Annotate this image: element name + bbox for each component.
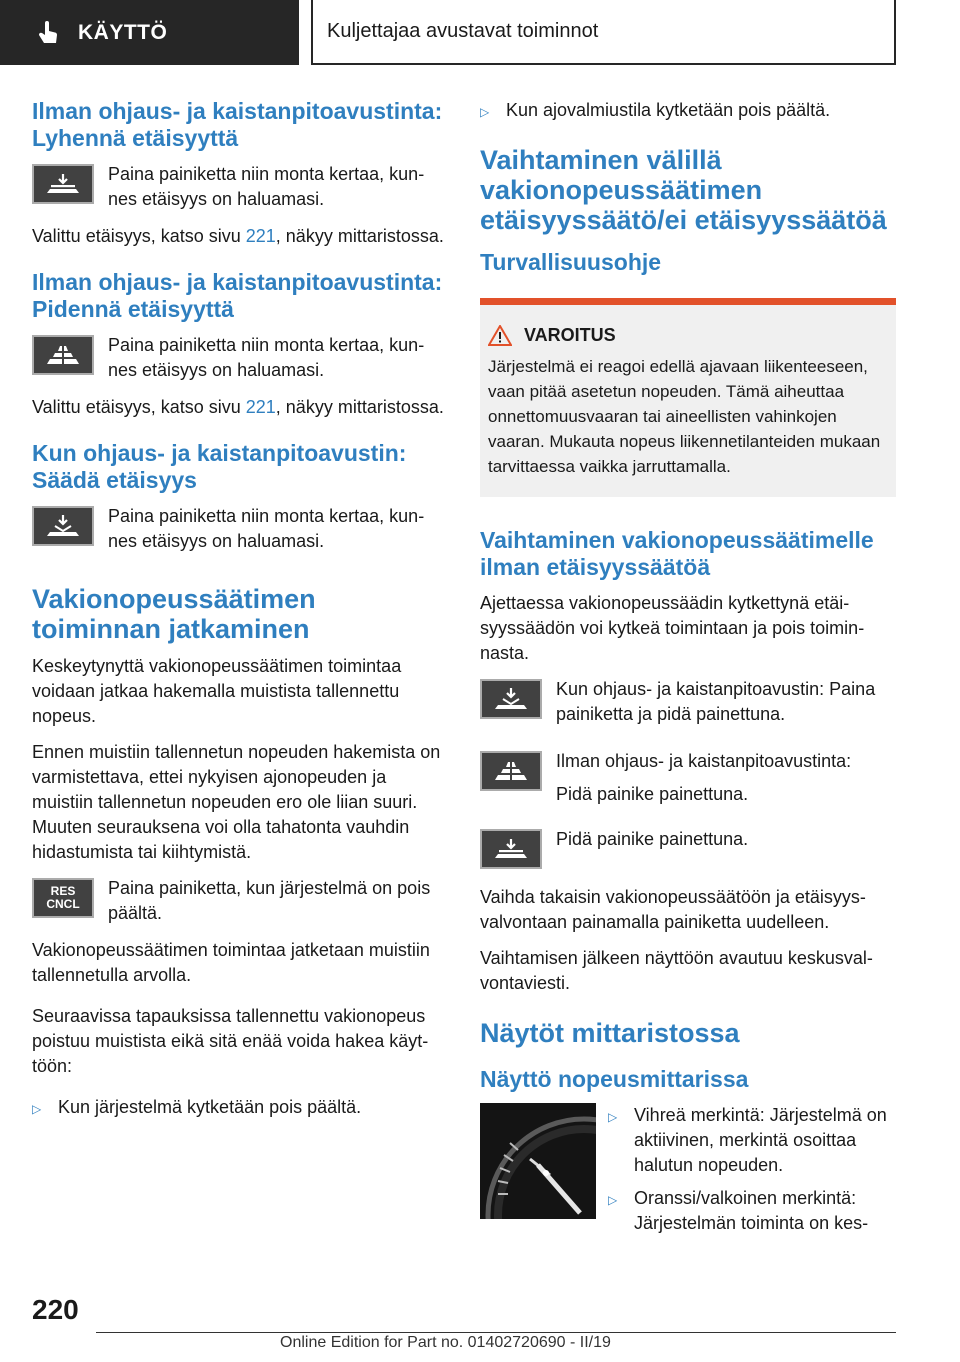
distance-adjust-icon — [480, 679, 542, 719]
paragraph — [32, 395, 446, 420]
triangle-bullet-icon: ▷ — [32, 1102, 42, 1116]
section-heading-switch: Vaihtaminen välillä vakionopeussäätimen etäisyyssäätö/ei etäisyyssäätöä — [480, 145, 887, 235]
res-label: RES — [50, 884, 76, 898]
button-row — [32, 504, 446, 554]
button-description: Paina painiketta, kun järjestelmä on pois päältä. — [108, 878, 431, 923]
chapter-title: Kuljettajaa avustavat toiminnot — [311, 0, 896, 65]
resume-cancel-icon — [32, 878, 94, 918]
button-row — [32, 333, 446, 383]
text: Valittu etäisyys, katso sivu — [32, 226, 246, 246]
section-heading-speedo: Näyttö nopeusmittarissa — [480, 1066, 749, 1092]
paragraph: Ajettaessa vakionopeussäädin kytkettynä etäisyyssäädön voi kytkeä toimintaan ja pois toiminnasta. — [480, 593, 865, 663]
hand-pointer-icon — [38, 21, 60, 45]
button-action: Pidä painike painettuna. — [556, 784, 749, 804]
page-link[interactable]: 221 — [245, 226, 276, 246]
button-description: Paina painiketta niin monta kertaa, kunnes etäisyys on haluamasi. — [108, 335, 425, 380]
section-heading-change: Vaihtaminen vakionopeussäätimelle ilman etäisyyssäätöä — [480, 527, 874, 580]
right-column — [480, 98, 896, 1244]
button-row — [32, 162, 446, 212]
button-description: Paina painiketta niin monta kertaa, kunnes etäisyys on haluamasi. — [108, 164, 425, 209]
paragraph: Keskeytynyttä vakionopeussäätimen toimintaa voidaan jatkaa hakemalla muistista tallennettu nopeus. — [32, 656, 402, 726]
button-row — [32, 876, 446, 926]
list-item-text: Vihreä merkintä: Järjestelmä on aktiivinen, merkintä osoittaa halutun nopeuden. — [634, 1105, 887, 1175]
section-label: KÄYTTÖ — [78, 20, 168, 44]
speedometer-list — [608, 1103, 896, 1244]
triangle-bullet-icon: ▷ — [480, 105, 490, 119]
warning-header — [488, 325, 888, 346]
section-heading-shorten: Ilman ohjaus- ja kaistanpitoavustinta: Lyhennä etäisyyttä — [32, 98, 443, 151]
distance-decrease-icon — [480, 829, 542, 869]
list-item — [608, 1103, 896, 1178]
paragraph: Seuraavissa tapauksissa tallennettu vakionopeus poistuu muistista eikä sitä enää voida hakea käyttöön: — [32, 1006, 429, 1076]
left-column — [32, 98, 446, 1130]
page-number: 220 — [32, 1294, 79, 1325]
footer-divider — [96, 1332, 896, 1333]
edition-text: Online Edition for Part no. 01402720690 - II/19 — [280, 1334, 611, 1351]
text: , näkyy mittaristossa. — [275, 226, 444, 246]
list-item — [608, 1186, 896, 1236]
list-item-text: Kun ajovalmiustila kytketään pois päältä. — [506, 100, 831, 120]
warning-text: Järjestelmä ei reagoi edellä ajavaan liikenteeseen, vaan pitää asetetun nopeuden. Tämä aiheuttaa onnettomuusvaaran tai aineellisten vahinkojen vaaran. Mukauta nopeus liikennetilanteiden mukaan tarvittaessa vaikka jarruttamalla. — [488, 357, 881, 476]
triangle-bullet-icon: ▷ — [608, 1110, 618, 1124]
speedometer-image — [480, 1103, 596, 1219]
warning-label: VAROITUS — [524, 325, 616, 345]
text: Valittu etäisyys, katso sivu — [32, 397, 246, 417]
list-item — [32, 1095, 446, 1122]
button-condition: Ilman ohjaus- ja kaistanpitoavustinta: — [556, 751, 852, 771]
section-heading-adjust: Kun ohjaus- ja kaistanpitoavustin: Säädä etäisyys — [32, 440, 407, 493]
section-tab[interactable] — [0, 0, 299, 65]
paragraph: Vaihtamisen jälkeen näyttöön avautuu keskusvalvontaviesti. — [480, 948, 873, 993]
text: , näkyy mittaristossa. — [275, 397, 444, 417]
section-heading-displays: Näytöt mittaristossa — [480, 1018, 740, 1048]
button-description — [556, 749, 896, 807]
distance-decrease-icon — [32, 164, 94, 204]
button-description: Pidä painike painettuna. — [556, 829, 749, 849]
speedometer-section — [480, 1103, 896, 1244]
warning-box — [480, 298, 896, 497]
list-item-text: Oranssi/valkoinen merkintä: Järjestelmän toiminta on kes- — [634, 1188, 869, 1233]
section-heading-extend: Ilman ohjaus- ja kaistanpitoavustinta: Pidennä etäisyyttä — [32, 269, 443, 322]
button-description: Paina painiketta niin monta kertaa, kunnes etäisyys on haluamasi. — [108, 506, 425, 551]
distance-increase-icon — [480, 751, 542, 791]
button-row — [480, 749, 896, 807]
paragraph: Vaihda takaisin vakionopeussäätöön ja etäisyysvalvontaan painamalla painiketta uudelleen. — [480, 887, 866, 932]
triangle-bullet-icon: ▷ — [608, 1193, 618, 1207]
page-link[interactable]: 221 — [245, 397, 276, 417]
distance-increase-icon — [32, 335, 94, 375]
button-description: Kun ohjaus- ja kaistanpitoavustin: Paina painiketta ja pidä painettuna. — [556, 679, 876, 724]
paragraph: Vakionopeussäätimen toimintaa jatketaan muistiin tallennetulla arvolla. — [32, 940, 430, 985]
paragraph — [32, 224, 446, 249]
distance-adjust-icon — [32, 506, 94, 546]
section-heading-resume: Vakionopeussäätimen toiminnan jatkaminen — [32, 584, 316, 644]
cncl-label: CNCL — [46, 897, 80, 911]
list-item-text: Kun järjestelmä kytketään pois päältä. — [58, 1097, 362, 1117]
list-item — [480, 98, 896, 125]
button-row — [480, 677, 896, 727]
button-row — [480, 827, 896, 869]
warning-triangle-icon — [488, 325, 512, 346]
section-heading-safety: Turvallisuusohje — [480, 249, 662, 275]
paragraph: Ennen muistiin tallennetun nopeuden hakemista on varmistettava, ettei nykyisen ajonopeuden ja muistiin tallennetun nopeuden ero ole liian suuri. Muuten seurauksena voi olla tahatonta vauhdin hidastumista tai kiihtymistä. — [32, 742, 441, 862]
